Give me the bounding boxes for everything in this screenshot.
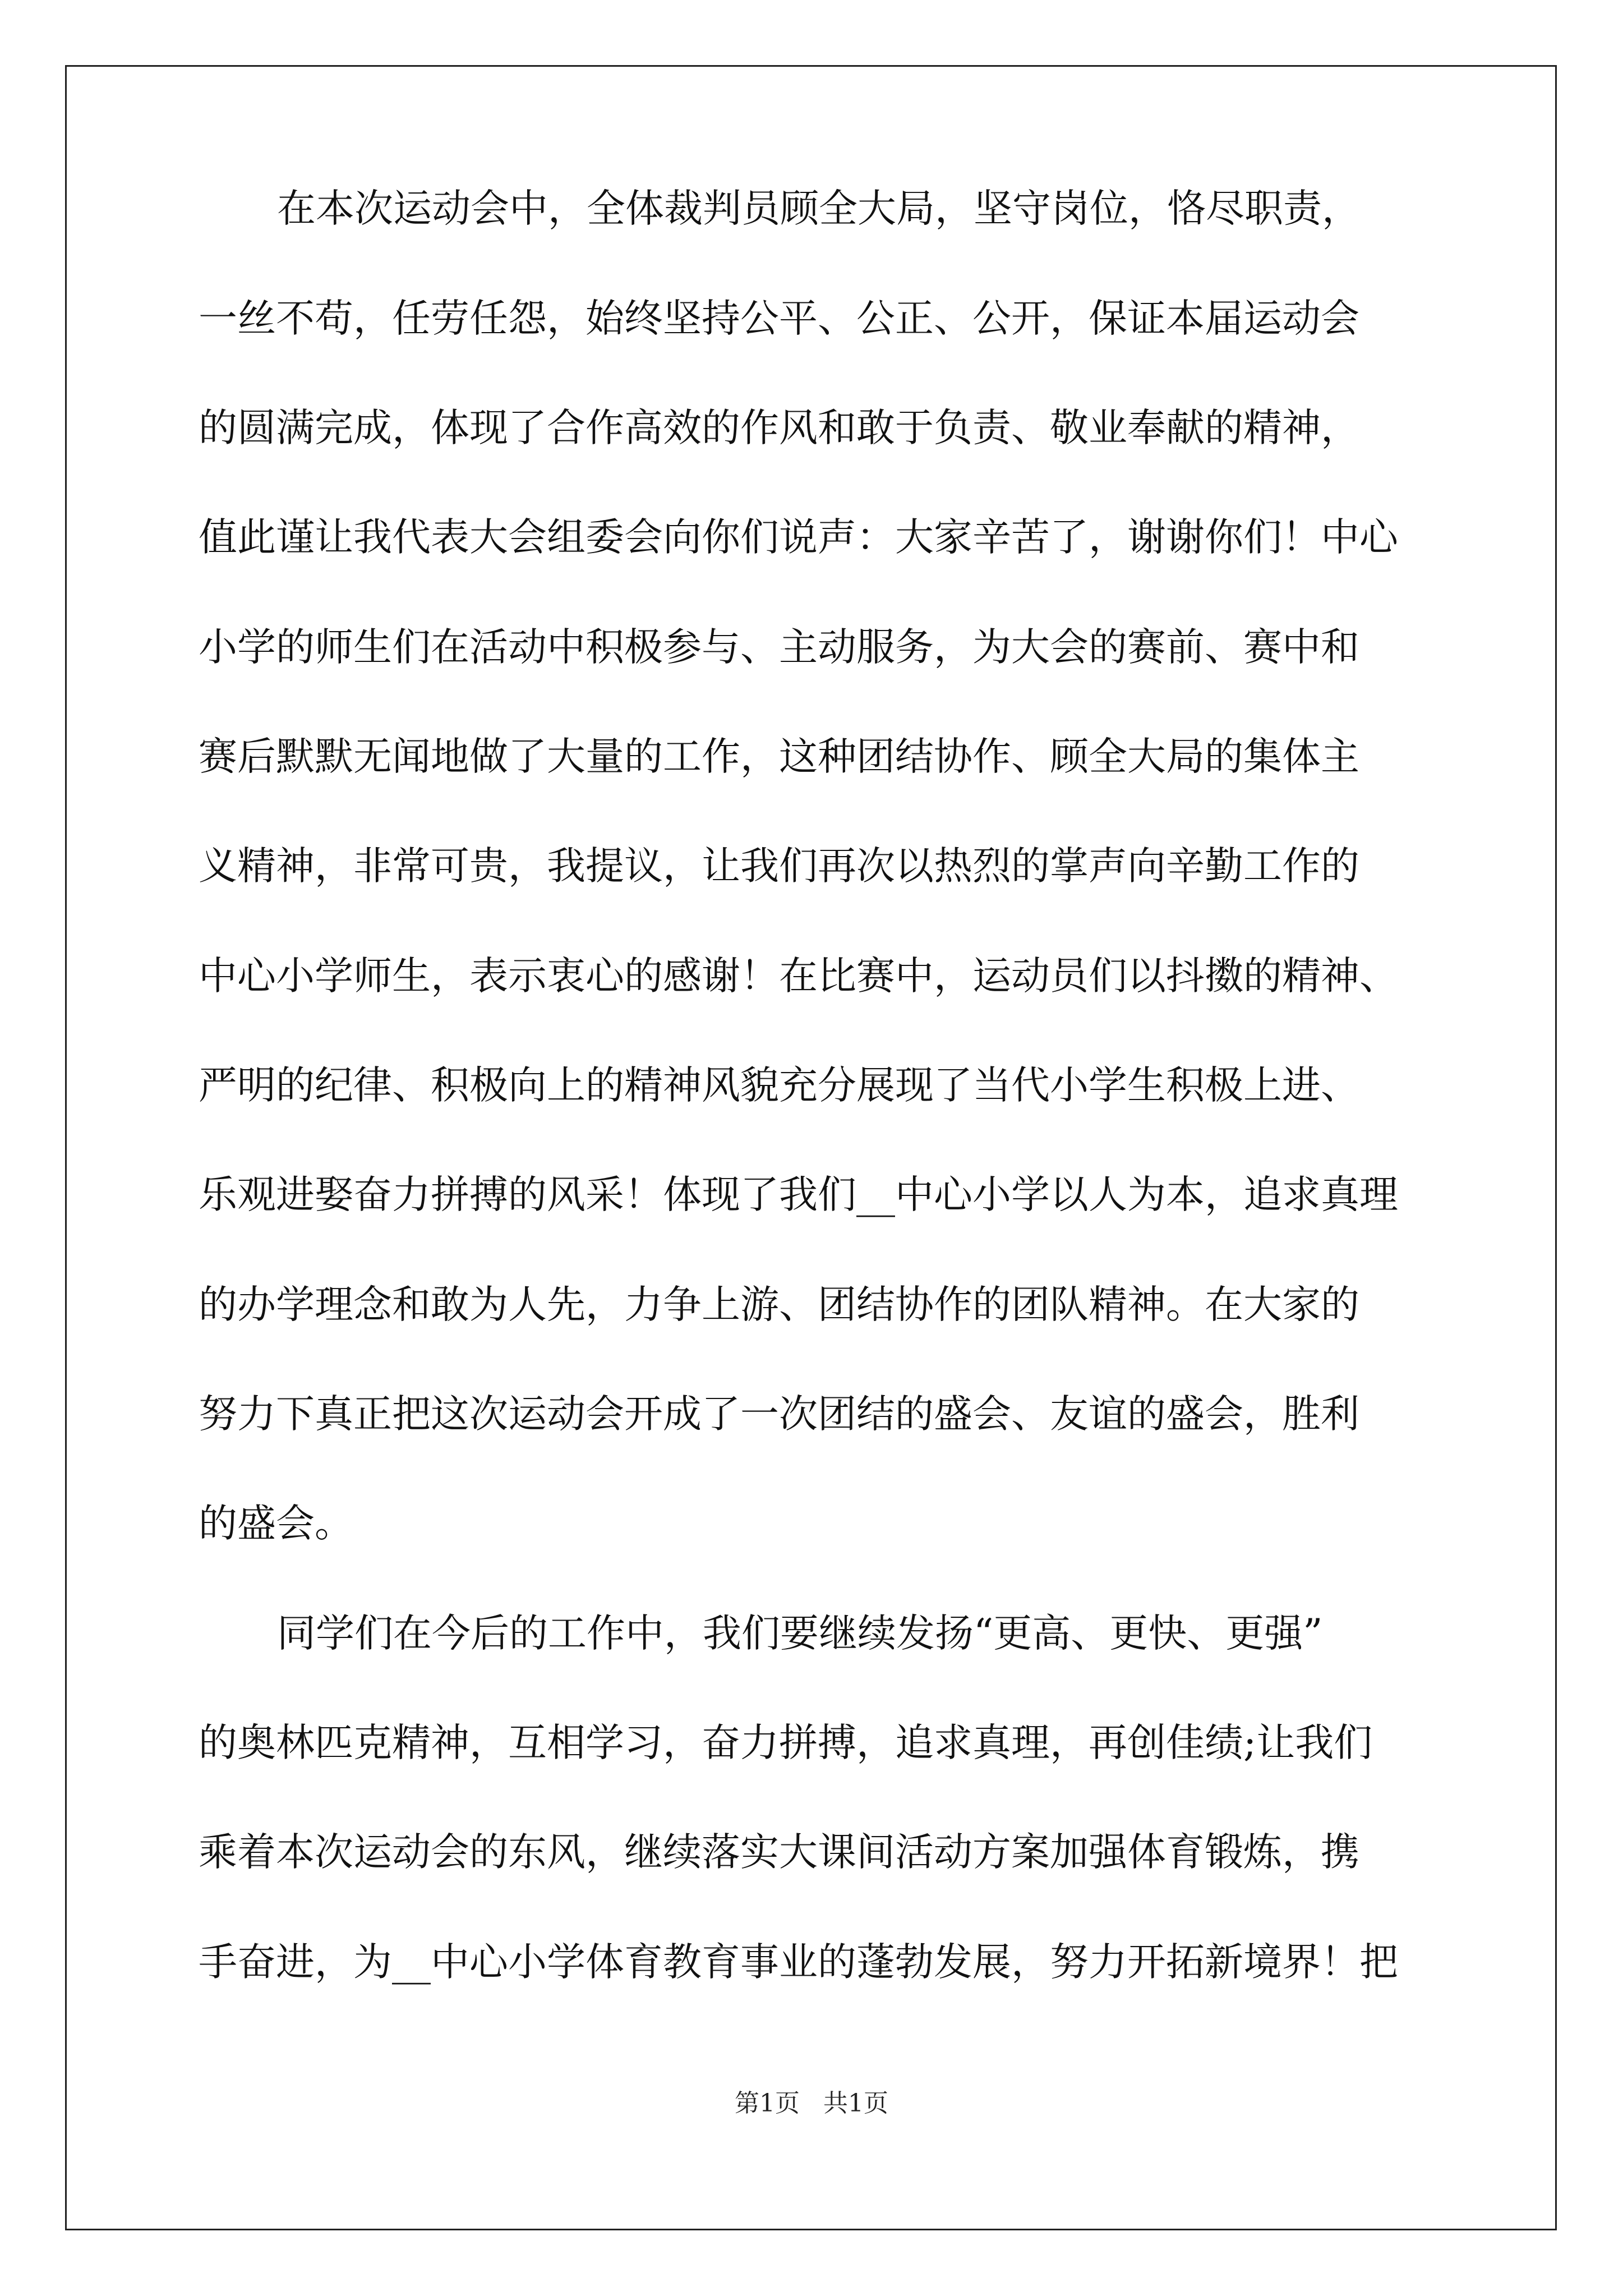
paragraph-1-line-6: 赛后默默无闻地做了大量的工作，这种团结协作、顾全大局的集体主 bbox=[199, 734, 1359, 779]
page-border bbox=[65, 65, 1557, 2230]
paragraph-2-line-1: 同学们在今后的工作中，我们要继续发扬“更高、更快、更强” bbox=[277, 1611, 1323, 1656]
paragraph-1-line-3: 的圆满完成，体现了合作高效的作风和敢于负责、敬业奉献的精神， bbox=[199, 406, 1359, 450]
paragraph-2-line-4: 手奋进，为__中心小学体育教育事业的蓬勃发展，努力开拓新境界！把 bbox=[199, 1940, 1398, 1985]
paragraph-1-line-2: 一丝不苟，任劳任怨，始终坚持公平、公正、公开，保证本届运动会 bbox=[199, 296, 1359, 341]
paragraph-1-line-9: 严明的纪律、积极向上的精神风貌充分展现了当代小学生积极上进、 bbox=[199, 1063, 1359, 1108]
paragraph-1-line-4: 值此谨让我代表大会组委会向你们说声：大家辛苦了，谢谢你们！中心 bbox=[199, 515, 1398, 560]
paragraph-1-line-13: 的盛会。 bbox=[199, 1501, 353, 1546]
paragraph-1-line-7: 义精神，非常可贵，我提议，让我们再次以热烈的掌声向辛勤工作的 bbox=[199, 844, 1359, 889]
paragraph-1-line-12: 努力下真正把这次运动会开成了一次团结的盛会、友谊的盛会，胜利 bbox=[199, 1392, 1359, 1437]
paragraph-1-line-1: 在本次运动会中，全体裁判员顾全大局，坚守岗位，恪尽职责， bbox=[277, 186, 1361, 231]
page-number: 第1页 bbox=[735, 2089, 800, 2118]
paragraph-1-line-5: 小学的师生们在活动中积极参与、主动服务，为大会的赛前、赛中和 bbox=[199, 625, 1359, 670]
paragraph-2-line-2: 的奥林匹克精神，互相学习，奋力拼搏，追求真理，再创佳绩;让我们 bbox=[199, 1720, 1373, 1765]
page-total: 共1页 bbox=[823, 2089, 888, 2118]
page-footer bbox=[0, 2087, 1623, 2120]
paragraph-1-line-8: 中心小学师生，表示衷心的感谢！在比赛中，运动员们以抖擞的精神、 bbox=[199, 954, 1398, 999]
paragraph-1-line-10: 乐观进娶奋力拼搏的风采！体现了我们__中心小学以人为本，追求真理 bbox=[199, 1172, 1398, 1217]
paragraph-1-line-11: 的办学理念和敢为人先，力争上游、团结协作的团队精神。在大家的 bbox=[199, 1282, 1359, 1327]
paragraph-2-line-3: 乘着本次运动会的东风，继续落实大课间活动方案加强体育锻炼，携 bbox=[199, 1830, 1359, 1875]
